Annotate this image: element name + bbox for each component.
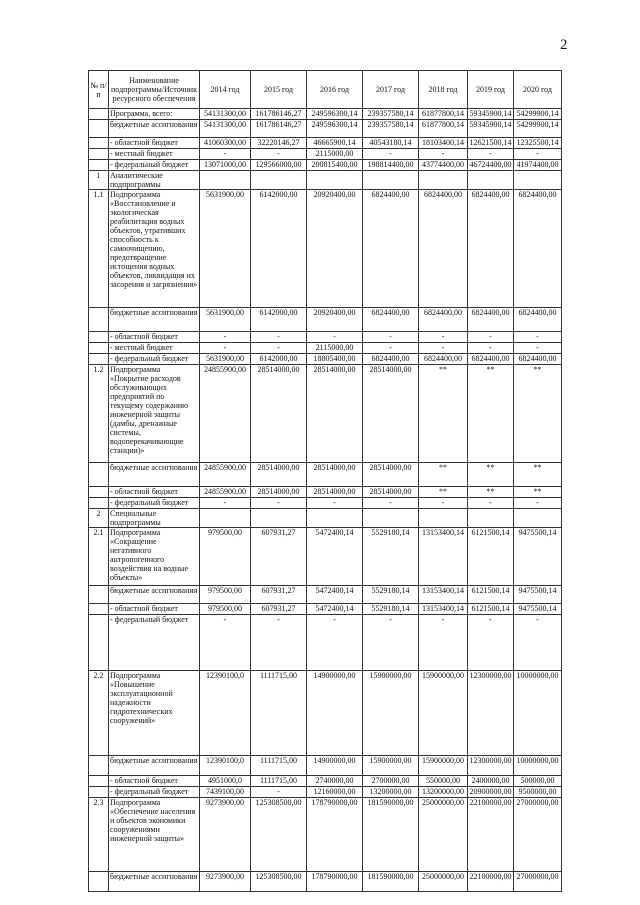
value-cell-2016: 249596300,14 bbox=[307, 120, 363, 138]
row-number-cell: 1 bbox=[89, 171, 109, 190]
value-cell-2020: 6824400,00 bbox=[514, 308, 562, 332]
value-cell-2016 bbox=[307, 509, 363, 528]
value-cell-2019: - bbox=[468, 343, 514, 354]
row-number-cell bbox=[89, 872, 109, 892]
value-cell-2017: 239357580,14 bbox=[363, 120, 419, 138]
value-cell-2014: 7439100,00 bbox=[200, 787, 251, 798]
table-row bbox=[89, 109, 562, 120]
value-cell-2017: 5529180,14 bbox=[363, 586, 419, 604]
table-row bbox=[89, 365, 562, 463]
row-number-cell: 1.1 bbox=[89, 190, 109, 308]
row-number-cell bbox=[89, 586, 109, 604]
value-cell-2015 bbox=[251, 509, 307, 528]
value-cell-2015: 1111715,00 bbox=[251, 671, 307, 756]
value-cell-2018: 43774400,00 bbox=[419, 160, 468, 171]
table-row bbox=[89, 120, 562, 138]
value-cell-2015: 1111715,00 bbox=[251, 776, 307, 787]
value-cell-2017: - bbox=[363, 149, 419, 160]
value-cell-2016: 178790000,00 bbox=[307, 798, 363, 872]
row-number-cell bbox=[89, 604, 109, 615]
value-cell-2018: - bbox=[419, 149, 468, 160]
value-cell-2014: 9273900,00 bbox=[200, 798, 251, 872]
value-cell-2014: 24855900,00 bbox=[200, 487, 251, 498]
value-cell-2015: 28514000,00 bbox=[251, 365, 307, 463]
table-row bbox=[89, 586, 562, 604]
value-cell-2015 bbox=[251, 171, 307, 190]
value-cell-2019: 20900000,00 bbox=[469, 787, 512, 796]
value-cell-2020: 6824400,00 bbox=[514, 354, 562, 365]
value-cell-2019: 6824400,00 bbox=[468, 354, 514, 365]
value-cell-2014: 54131300,00 bbox=[200, 120, 251, 138]
row-number-cell bbox=[89, 332, 109, 343]
value-cell-2017: 28514000,00 bbox=[363, 487, 419, 498]
header-year-2018: 2018 год bbox=[419, 71, 468, 109]
value-cell-2018: - bbox=[419, 332, 468, 343]
row-number-cell bbox=[89, 109, 109, 120]
row-name-cell: - местный бюджет bbox=[109, 149, 200, 160]
value-cell-2019: - bbox=[468, 615, 514, 671]
value-cell-2014: 4951000,0 bbox=[200, 776, 251, 787]
value-cell-2020: 6824400,00 bbox=[514, 190, 562, 308]
value-cell-2017: 198814400,00 bbox=[363, 160, 419, 171]
value-cell-2018: 18103400,14 bbox=[419, 138, 468, 149]
value-cell-2019 bbox=[468, 509, 514, 528]
row-name-cell: бюджетные ассигнования bbox=[109, 872, 200, 892]
table-row bbox=[89, 776, 562, 787]
value-cell-2020: 9475500,14 bbox=[514, 586, 562, 604]
value-cell-2014 bbox=[200, 509, 251, 528]
table-row bbox=[89, 498, 562, 509]
header-year-2016: 2016 год bbox=[307, 71, 363, 109]
value-cell-2017: 239357580,14 bbox=[363, 109, 419, 120]
value-cell-2016: - bbox=[307, 615, 363, 671]
row-number-cell bbox=[89, 308, 109, 332]
value-cell-2015: 129566000,00 bbox=[251, 160, 307, 171]
value-cell-2017 bbox=[363, 509, 419, 528]
value-cell-2018: 13200000,00 bbox=[419, 787, 468, 798]
value-cell-2015: - bbox=[251, 498, 307, 509]
value-cell-2017: 181590000,00 bbox=[363, 872, 419, 892]
header-year-2014: 2014 год bbox=[200, 71, 251, 109]
value-cell-2015: - bbox=[251, 332, 307, 343]
row-name-cell: бюджетные ассигнования bbox=[109, 463, 200, 487]
value-cell-2014: - bbox=[200, 332, 251, 343]
value-cell-2016: 28514000,00 bbox=[307, 487, 363, 498]
value-cell-2019: 6824400,00 bbox=[468, 190, 514, 308]
value-cell-2018: 6824400,00 bbox=[419, 308, 468, 332]
value-cell-2017: - bbox=[363, 498, 419, 509]
value-cell-2017: 15900000,00 bbox=[363, 756, 419, 776]
value-cell-2017: 6824400,00 bbox=[363, 190, 419, 308]
value-cell-2018: - bbox=[419, 343, 468, 354]
row-name-cell: - областной бюджет bbox=[109, 332, 200, 343]
row-number-cell: 2.3 bbox=[89, 798, 109, 872]
row-number-cell bbox=[89, 756, 109, 776]
row-number-cell bbox=[89, 120, 109, 138]
row-name-cell: бюджетные ассигнования bbox=[109, 120, 200, 138]
value-cell-2015: 161786146,27 bbox=[251, 109, 307, 120]
table-row bbox=[89, 343, 562, 354]
table-row bbox=[89, 308, 562, 332]
value-cell-2020: 27000000,00 bbox=[514, 798, 562, 872]
value-cell-2019: 46724400,00 bbox=[469, 160, 512, 169]
row-number-cell bbox=[89, 463, 109, 487]
table-row bbox=[89, 190, 562, 308]
value-cell-2020: 41974400,00 bbox=[514, 160, 562, 171]
row-name-cell: - федеральный бюджет bbox=[109, 160, 200, 171]
value-cell-2020: 9475500,14 bbox=[514, 604, 562, 615]
table-row bbox=[89, 615, 562, 671]
table-body bbox=[89, 109, 562, 892]
value-cell-2019 bbox=[468, 171, 514, 190]
row-number-cell bbox=[89, 787, 109, 798]
value-cell-2014: 979500,00 bbox=[200, 528, 251, 586]
value-cell-2019: 6121500,14 bbox=[468, 586, 514, 604]
value-cell-2020: - bbox=[514, 615, 562, 671]
value-cell-2017: 15900000,00 bbox=[363, 671, 419, 756]
row-name-cell: - федеральный бюджет bbox=[109, 354, 200, 365]
value-cell-2016: 5472400,14 bbox=[307, 586, 363, 604]
row-name-cell: Подпрограмма «Сокращение негативного антропогенного воздействия на водные объекты» bbox=[109, 528, 200, 586]
value-cell-2016: 14900000,00 bbox=[307, 671, 363, 756]
value-cell-2019: ** bbox=[468, 487, 514, 498]
value-cell-2018: - bbox=[419, 498, 468, 509]
value-cell-2020: 9500000,00 bbox=[514, 787, 562, 798]
value-cell-2019: 2400000,00 bbox=[468, 776, 514, 787]
value-cell-2018: ** bbox=[419, 365, 468, 463]
value-cell-2019: 59345900,14 bbox=[468, 120, 514, 138]
value-cell-2014: 12390100,0 bbox=[200, 671, 251, 756]
value-cell-2015: 607931,27 bbox=[251, 586, 307, 604]
value-cell-2014: 9273900,00 bbox=[200, 872, 251, 892]
value-cell-2018: 6824400,00 bbox=[419, 354, 468, 365]
page-number: 2 bbox=[560, 37, 568, 53]
row-name-cell: - областной бюджет bbox=[109, 138, 200, 149]
value-cell-2018: - bbox=[419, 615, 468, 671]
value-cell-2016: 20920400,00 bbox=[307, 190, 363, 308]
row-name-cell: - областной бюджет bbox=[109, 776, 200, 787]
value-cell-2015: - bbox=[251, 787, 307, 798]
value-cell-2017: 6824400,00 bbox=[363, 354, 419, 365]
value-cell-2014: 5631900,00 bbox=[200, 190, 251, 308]
row-name-cell: - местный бюджет bbox=[109, 343, 200, 354]
table-row bbox=[89, 798, 562, 872]
value-cell-2017 bbox=[363, 171, 419, 190]
value-cell-2017: 6824400,00 bbox=[363, 308, 419, 332]
value-cell-2018: ** bbox=[419, 463, 468, 487]
row-name-cell: Аналитические подпрограммы bbox=[109, 171, 200, 190]
value-cell-2015: 6142000,00 bbox=[251, 190, 307, 308]
value-cell-2015: 28514000,00 bbox=[251, 463, 307, 487]
value-cell-2015: 607931,27 bbox=[251, 528, 307, 586]
value-cell-2020: 27000000,00 bbox=[514, 872, 562, 892]
table-row bbox=[89, 756, 562, 776]
value-cell-2019: 12300000,00 bbox=[468, 671, 514, 756]
value-cell-2015: 1111715,00 bbox=[251, 756, 307, 776]
value-cell-2017: 181590000,00 bbox=[363, 798, 419, 872]
value-cell-2016: 46665900,14 bbox=[307, 138, 363, 149]
value-cell-2014: 979500,00 bbox=[200, 604, 251, 615]
value-cell-2020: 54299900,14 bbox=[514, 120, 562, 138]
row-number-cell: 2.1 bbox=[89, 528, 109, 586]
value-cell-2020: 9475500,14 bbox=[514, 528, 562, 586]
value-cell-2016: 20920400,00 bbox=[307, 308, 363, 332]
row-name-cell: Подпрограмма «Покрытие расходов обслуживающих предприятий по текущему содержанию инженерной защиты (дамбы, дренажные системы, водоперекачивающие станции)» bbox=[109, 365, 200, 463]
value-cell-2017: - bbox=[363, 332, 419, 343]
value-cell-2020: 12325500,14 bbox=[514, 138, 562, 149]
value-cell-2015: - bbox=[251, 149, 307, 160]
value-cell-2018: 61877800,14 bbox=[419, 120, 468, 138]
row-number-cell bbox=[89, 149, 109, 160]
value-cell-2019: - bbox=[468, 498, 514, 509]
value-cell-2020: - bbox=[514, 343, 562, 354]
value-cell-2019: 6824400,00 bbox=[468, 308, 514, 332]
value-cell-2015: 607931,27 bbox=[251, 604, 307, 615]
header-year-2019: 2019 год bbox=[468, 71, 514, 109]
value-cell-2014: 41060300,00 bbox=[200, 138, 251, 149]
value-cell-2014: 24855900,00 bbox=[200, 463, 251, 487]
value-cell-2020: 10000000,00 bbox=[514, 671, 562, 756]
table-row bbox=[89, 171, 562, 190]
table-row bbox=[89, 872, 562, 892]
value-cell-2014: - bbox=[200, 343, 251, 354]
value-cell-2018: 13153400,14 bbox=[419, 586, 468, 604]
value-cell-2016: 14900000,00 bbox=[307, 756, 363, 776]
value-cell-2019: ** bbox=[468, 463, 514, 487]
value-cell-2018: 550000,00 bbox=[419, 776, 468, 787]
value-cell-2019: 22100000,00 bbox=[468, 798, 514, 872]
table-row bbox=[89, 332, 562, 343]
row-number-cell bbox=[89, 354, 109, 365]
value-cell-2016: 12160000,00 bbox=[307, 787, 363, 798]
value-cell-2014: 5631900,00 bbox=[200, 308, 251, 332]
value-cell-2017: 5529180,14 bbox=[363, 604, 419, 615]
value-cell-2017: 28514000,00 bbox=[363, 365, 419, 463]
value-cell-2018: 15900000,00 bbox=[419, 671, 468, 756]
row-name-cell: бюджетные ассигнования bbox=[109, 308, 200, 332]
value-cell-2017: 28514000,00 bbox=[363, 463, 419, 487]
table-row bbox=[89, 149, 562, 160]
value-cell-2018: 13153400,14 bbox=[419, 528, 468, 586]
table-row bbox=[89, 354, 562, 365]
value-cell-2016: 2115000,00 bbox=[307, 343, 363, 354]
value-cell-2019: - bbox=[468, 149, 514, 160]
value-cell-2014: - bbox=[200, 615, 251, 671]
table-row bbox=[89, 160, 562, 171]
value-cell-2015: - bbox=[251, 343, 307, 354]
table-row bbox=[89, 487, 562, 498]
value-cell-2020: 10000000,00 bbox=[514, 756, 562, 776]
value-cell-2016: 5472400,14 bbox=[307, 528, 363, 586]
table-row bbox=[89, 787, 562, 798]
row-number-cell bbox=[89, 343, 109, 354]
value-cell-2020: ** bbox=[514, 487, 562, 498]
value-cell-2014: 979500,00 bbox=[200, 586, 251, 604]
table-header-row bbox=[89, 71, 562, 109]
value-cell-2018: 61877800,14 bbox=[419, 109, 468, 120]
value-cell-2019: 12621500,14 bbox=[469, 138, 512, 147]
value-cell-2018: 25000000,00 bbox=[419, 798, 468, 872]
header-year-2015: 2015 год bbox=[251, 71, 307, 109]
value-cell-2018: 15900000,00 bbox=[419, 756, 468, 776]
value-cell-2017: - bbox=[363, 615, 419, 671]
table-row bbox=[89, 463, 562, 487]
row-number-cell bbox=[89, 160, 109, 171]
value-cell-2016: - bbox=[307, 498, 363, 509]
row-name-cell: - федеральный бюджет bbox=[109, 498, 200, 509]
row-name-cell: - федеральный бюджет bbox=[109, 615, 200, 671]
value-cell-2015: 32220146,27 bbox=[251, 138, 307, 149]
table-row bbox=[89, 509, 562, 528]
value-cell-2014: 13071000,00 bbox=[200, 160, 251, 171]
value-cell-2020: ** bbox=[514, 365, 562, 463]
value-cell-2015: 6142000,00 bbox=[251, 354, 307, 365]
value-cell-2014: 5631900,00 bbox=[200, 354, 251, 365]
row-name-cell: Программа, всего: bbox=[109, 109, 200, 120]
row-name-cell: - федеральный бюджет bbox=[109, 787, 200, 798]
value-cell-2018 bbox=[419, 509, 468, 528]
value-cell-2016: 2740000,00 bbox=[307, 776, 363, 787]
value-cell-2017: 2700000,00 bbox=[363, 776, 419, 787]
value-cell-2018: 6824400,00 bbox=[419, 190, 468, 308]
value-cell-2017: 5529180,14 bbox=[363, 528, 419, 586]
table-row bbox=[89, 138, 562, 149]
value-cell-2018: 25000000,00 bbox=[419, 872, 468, 892]
value-cell-2019: 59345900,14 bbox=[469, 109, 512, 118]
value-cell-2019: 12300000,00 bbox=[468, 756, 514, 776]
value-cell-2019: - bbox=[468, 332, 514, 343]
value-cell-2020: 500000,00 bbox=[514, 776, 562, 787]
value-cell-2014: 12390100,0 bbox=[200, 756, 251, 776]
value-cell-2015: 28514000,00 bbox=[251, 487, 307, 498]
row-number-cell: 2.2 bbox=[89, 671, 109, 756]
value-cell-2014: - bbox=[200, 498, 251, 509]
budget-table bbox=[88, 70, 562, 892]
value-cell-2015: - bbox=[251, 615, 307, 671]
value-cell-2016: 28514000,00 bbox=[307, 365, 363, 463]
row-number-cell bbox=[89, 498, 109, 509]
value-cell-2020 bbox=[514, 509, 562, 528]
value-cell-2018: 13153400,14 bbox=[419, 604, 468, 615]
value-cell-2020 bbox=[514, 171, 562, 190]
header-year-2017: 2017 год bbox=[363, 71, 419, 109]
row-number-cell bbox=[89, 138, 109, 149]
value-cell-2015: 161786146,27 bbox=[251, 120, 307, 138]
value-cell-2016: 2115000,00 bbox=[307, 149, 363, 160]
value-cell-2016: 249596300,14 bbox=[307, 109, 363, 120]
row-number-cell bbox=[89, 487, 109, 498]
value-cell-2016: 5472400,14 bbox=[307, 604, 363, 615]
table-row bbox=[89, 604, 562, 615]
value-cell-2014: - bbox=[200, 149, 251, 160]
value-cell-2020: - bbox=[514, 332, 562, 343]
value-cell-2015: 125308500,00 bbox=[251, 872, 307, 892]
value-cell-2020: ** bbox=[514, 463, 562, 487]
row-name-cell: Специальные подпрограммы bbox=[109, 509, 200, 528]
value-cell-2017: - bbox=[363, 343, 419, 354]
value-cell-2015: 6142000,00 bbox=[251, 308, 307, 332]
row-name-cell: Подпрограмма «Повышение эксплуатационной надежности гидротехнических сооружений» bbox=[109, 671, 200, 756]
table-row bbox=[89, 528, 562, 586]
row-name-cell: - областной бюджет bbox=[109, 604, 200, 615]
value-cell-2018: ** bbox=[419, 487, 468, 498]
value-cell-2014: 54131300,00 bbox=[200, 109, 251, 120]
header-num: № п/п bbox=[89, 71, 109, 109]
value-cell-2019: 6121500,14 bbox=[468, 604, 514, 615]
header-name: Наименование подпрограммы/Источник ресурсного обеспечения bbox=[109, 71, 200, 109]
value-cell-2017: 13200000,00 bbox=[363, 787, 419, 798]
value-cell-2016: - bbox=[307, 332, 363, 343]
value-cell-2017: 40543180,14 bbox=[363, 138, 419, 149]
row-name-cell: - областной бюджет bbox=[109, 487, 200, 498]
value-cell-2019: ** bbox=[468, 365, 514, 463]
header-year-2020: 2020 год bbox=[514, 71, 562, 109]
value-cell-2016: 18805400,00 bbox=[307, 354, 363, 365]
value-cell-2019: 6121500,14 bbox=[468, 528, 514, 586]
value-cell-2020: 54299900,14 bbox=[514, 109, 562, 120]
row-name-cell: бюджетные ассигнования bbox=[109, 756, 200, 776]
value-cell-2020: - bbox=[514, 149, 562, 160]
table-row bbox=[89, 671, 562, 756]
value-cell-2018 bbox=[419, 171, 468, 190]
row-name-cell: бюджетные ассигнования bbox=[109, 586, 200, 604]
row-name-cell: Подпрограмма «Обеспечение населения и объектов экономики сооружениями инженерной защиты» bbox=[109, 798, 200, 872]
row-number-cell: 2 bbox=[89, 509, 109, 528]
row-number-cell bbox=[89, 776, 109, 787]
value-cell-2015: 125308500,00 bbox=[251, 798, 307, 872]
value-cell-2019: 22100000,00 bbox=[468, 872, 514, 892]
value-cell-2016: 178790000,00 bbox=[307, 872, 363, 892]
row-name-cell: Подпрограмма «Восстановление и экологическая реабилитация водных объектов, утративших способность к самоочищению, предотвращение истощения водных объектов, ликвидация их засорения и загрязнения» bbox=[109, 190, 200, 308]
value-cell-2016: 28514000,00 bbox=[307, 463, 363, 487]
value-cell-2014: 24855900,00 bbox=[200, 365, 251, 463]
row-number-cell bbox=[89, 615, 109, 671]
row-number-cell: 1.2 bbox=[89, 365, 109, 463]
value-cell-2016 bbox=[307, 171, 363, 190]
value-cell-2014 bbox=[200, 171, 251, 190]
value-cell-2020: - bbox=[514, 498, 562, 509]
value-cell-2016: 200815400,00 bbox=[307, 160, 363, 171]
